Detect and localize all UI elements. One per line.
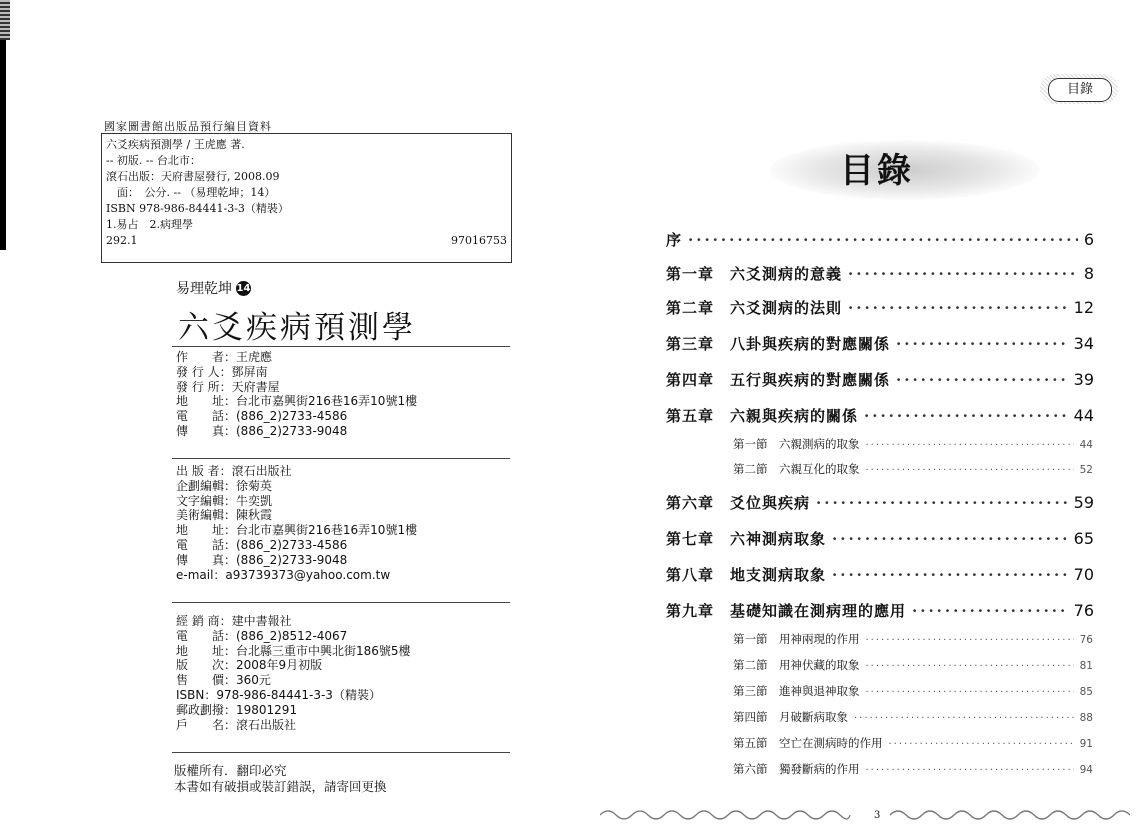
cip-line: ISBN 978-986-84441-3-3（精裝） bbox=[106, 202, 289, 215]
toc-page: 12 bbox=[1073, 298, 1094, 317]
toc-page: 44 bbox=[1079, 439, 1093, 451]
toc-leader bbox=[896, 335, 1068, 353]
series-label bbox=[176, 278, 251, 298]
toc-page: 52 bbox=[1079, 464, 1093, 476]
toc-page: 94 bbox=[1079, 764, 1093, 776]
toc-label: 第六節 獨發斷病的作用 bbox=[733, 762, 860, 776]
page-footer bbox=[600, 805, 1130, 825]
publisher-line: 發 行 所：天府書屋 bbox=[176, 379, 280, 394]
toc-label: 第三章 八卦與疾病的對應關係 bbox=[666, 335, 891, 353]
publisher-line: 電 話：(886_2)2733-4586 bbox=[176, 409, 348, 424]
editor-line: 出 版 者：滾石出版社 bbox=[176, 464, 292, 478]
distribution-line: 地 址：台北縣三重市中興北街186號5樓 bbox=[176, 643, 411, 658]
divider bbox=[172, 458, 510, 459]
publisher-line: 傳 真：(886_2)2733-9048 bbox=[176, 423, 348, 438]
toc-leader bbox=[896, 371, 1068, 389]
toc-page: 59 bbox=[1073, 493, 1094, 512]
toc-page: 88 bbox=[1079, 712, 1093, 724]
toc-section bbox=[733, 709, 1093, 725]
toc-label: 第六章 爻位與疾病 bbox=[666, 494, 811, 512]
toc-title: 目錄 bbox=[840, 151, 914, 191]
distribution-line: 經 銷 商：建中書報社 bbox=[176, 614, 292, 628]
footer-ornament bbox=[600, 805, 1130, 825]
toc-label: 第二章 六爻測病的法則 bbox=[666, 299, 843, 317]
toc-leader bbox=[866, 687, 1074, 698]
toc-chapter bbox=[666, 229, 1094, 250]
editor-line: 企劃編輯：徐菊英 bbox=[176, 478, 273, 493]
toc-chapter bbox=[666, 369, 1094, 390]
toc-leader bbox=[866, 661, 1074, 672]
series-number-badge: 14 bbox=[236, 282, 251, 294]
toc-leader bbox=[866, 465, 1074, 476]
toc-leader bbox=[832, 530, 1068, 548]
toc-page: 65 bbox=[1073, 529, 1094, 548]
rights-line: 本書如有破損或裝訂錯誤，請寄回更換 bbox=[174, 779, 387, 794]
cip-title: 國家圖書館出版品預行編目資料 bbox=[104, 120, 272, 133]
editor-line: 電 話：(886_2)2733-4586 bbox=[176, 537, 348, 552]
cip-record-no: 97016753 bbox=[451, 234, 507, 247]
toc-section bbox=[733, 657, 1093, 673]
toc-label: 序 bbox=[666, 231, 683, 249]
toc-leader bbox=[912, 602, 1068, 620]
toc-page: 76 bbox=[1079, 634, 1093, 646]
toc-section bbox=[733, 436, 1093, 452]
divider bbox=[172, 602, 510, 603]
series-name: 易理乾坤 bbox=[176, 281, 232, 297]
toc-label: 第四章 五行與疾病的對應關係 bbox=[666, 371, 891, 389]
toc-page: 70 bbox=[1073, 565, 1094, 584]
toc-label: 第五章 六親與疾病的關係 bbox=[666, 407, 859, 425]
toc-label: 第二節 用神伏藏的取象 bbox=[733, 658, 860, 672]
toc-label: 第四節 月破斷病取象 bbox=[733, 710, 848, 724]
toc-section bbox=[733, 631, 1093, 647]
toc-chapter bbox=[666, 263, 1094, 284]
toc-label: 第一節 用神兩現的作用 bbox=[733, 632, 860, 646]
toc-page: 6 bbox=[1083, 230, 1094, 249]
book-title: 六爻疾病預測學 bbox=[178, 310, 416, 346]
toc-leader bbox=[854, 713, 1074, 724]
toc-label: 第九章 基礎知識在測病理的應用 bbox=[666, 602, 907, 620]
cip-line: 滾石出版：天府書屋發行, 2008.09 bbox=[106, 170, 280, 183]
toc-chapter bbox=[666, 333, 1094, 354]
publisher-line: 發 行 人：鄧屏南 bbox=[176, 364, 268, 379]
distribution-line: ISBN：978-986-84441-3-3（精裝） bbox=[176, 687, 381, 702]
rights-notice bbox=[174, 763, 387, 795]
toc-page: 34 bbox=[1073, 334, 1094, 353]
cip-line: -- 初版. -- 台北市： bbox=[106, 154, 201, 167]
toc-label: 第七章 六神測病取象 bbox=[666, 530, 827, 548]
editor-line: e-mail：a93739373@yahoo.com.tw bbox=[176, 567, 391, 582]
distribution-block bbox=[176, 614, 411, 732]
toc-leader bbox=[688, 231, 1078, 249]
cip-line: 面： 公分. -- （易理乾坤；14） bbox=[106, 186, 276, 199]
publisher-block bbox=[176, 350, 417, 439]
toc-section bbox=[733, 461, 1093, 477]
rights-line: 版權所有．翻印必究 bbox=[174, 763, 287, 778]
divider bbox=[172, 346, 510, 347]
cip-class-no: 292.1 bbox=[106, 234, 138, 247]
publisher-line: 作 者：王虎應 bbox=[176, 350, 273, 364]
editor-line: 文字編輯：牛奕凱 bbox=[176, 493, 273, 508]
toc-page: 39 bbox=[1073, 370, 1094, 389]
toc-page: 91 bbox=[1079, 738, 1093, 750]
toc-label: 第三節 進神與退神取象 bbox=[733, 684, 860, 698]
publisher-line: 地 址：台北市嘉興街216巷16弄10號1樓 bbox=[176, 394, 418, 409]
toc-chapter bbox=[666, 564, 1094, 585]
cip-box bbox=[101, 133, 512, 263]
cip-last-line bbox=[106, 233, 507, 249]
toc-leader bbox=[864, 407, 1068, 425]
toc-section bbox=[733, 761, 1093, 777]
toc-chapter bbox=[666, 405, 1094, 426]
toc-chapter bbox=[666, 600, 1094, 621]
distribution-line: 戶 名：滾石出版社 bbox=[176, 717, 297, 732]
editor-line: 地 址：台北市嘉興街216巷16弄10號1樓 bbox=[176, 523, 418, 538]
toc-leader bbox=[889, 739, 1074, 750]
toc-chapter bbox=[666, 492, 1094, 513]
distribution-line: 版 次：2008年9月初版 bbox=[176, 658, 323, 673]
editor-line: 傳 真：(886_2)2733-9048 bbox=[176, 552, 348, 567]
toc-label: 第一章 六爻測病的意義 bbox=[666, 265, 843, 283]
toc-leader bbox=[866, 440, 1074, 451]
toc-page: 76 bbox=[1073, 601, 1094, 620]
editor-block bbox=[176, 464, 417, 582]
toc-chapter bbox=[666, 528, 1094, 549]
divider bbox=[172, 752, 510, 753]
page-number: 3 bbox=[874, 810, 881, 821]
toc-leader bbox=[832, 566, 1068, 584]
toc-page: 44 bbox=[1073, 406, 1094, 425]
toc-leader bbox=[866, 635, 1074, 646]
scan-edge-noise bbox=[0, 0, 10, 40]
toc-chapter bbox=[666, 297, 1094, 318]
distribution-line: 售 價：360元 bbox=[176, 673, 271, 688]
cip-line: 六爻疾病預測學 / 王虎應 著. bbox=[106, 138, 245, 151]
toc-label: 第五節 空亡在測病時的作用 bbox=[733, 736, 883, 750]
distribution-line: 電 話：(886_2)8512-4067 bbox=[176, 628, 348, 643]
toc-leader bbox=[848, 299, 1068, 317]
toc-leader bbox=[848, 265, 1078, 283]
toc-page: 8 bbox=[1083, 264, 1094, 283]
toc-label: 第一節 六親測病的取象 bbox=[733, 437, 860, 451]
cip-line: 1.易占 2.病理學 bbox=[106, 218, 193, 231]
toc-badge: 目錄 bbox=[1048, 78, 1112, 102]
toc-section bbox=[733, 683, 1093, 699]
toc-section bbox=[733, 735, 1093, 751]
toc-page: 85 bbox=[1079, 686, 1093, 698]
toc-leader bbox=[816, 494, 1068, 512]
toc-label: 第二節 六親互化的取象 bbox=[733, 462, 860, 476]
distribution-line: 郵政劃撥：19801291 bbox=[176, 702, 298, 717]
toc-leader bbox=[866, 765, 1074, 776]
toc-page: 81 bbox=[1079, 660, 1093, 672]
toc-label: 第八章 地支測病取象 bbox=[666, 566, 827, 584]
editor-line: 美術編輯：陳秋霞 bbox=[176, 508, 273, 523]
